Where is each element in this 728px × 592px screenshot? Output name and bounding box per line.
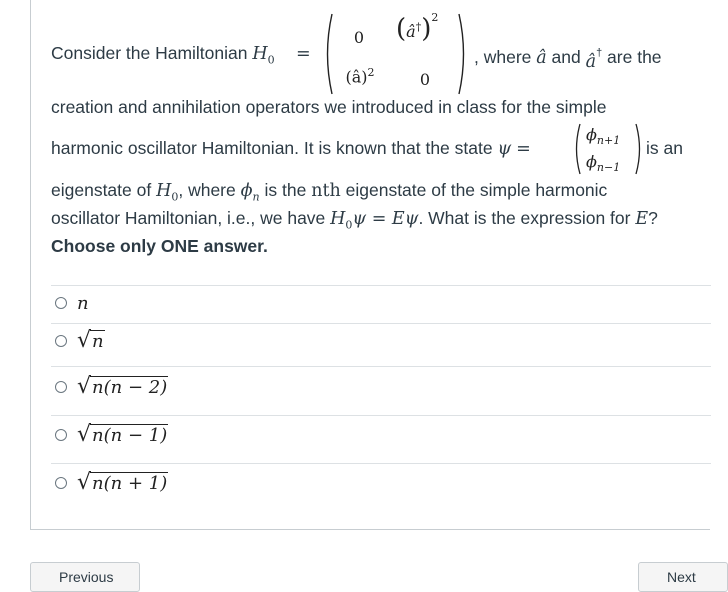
- matrix-m21: (â)$^2$: [345, 66, 375, 87]
- radio-button[interactable]: [55, 381, 67, 393]
- matrix-m11: 0: [353, 28, 365, 47]
- next-button[interactable]: Next: [638, 562, 728, 592]
- answer-option-1[interactable]: [55, 288, 89, 318]
- option-label: √ n(n − 2): [77, 374, 168, 399]
- answer-option-3[interactable]: [55, 372, 168, 402]
- radio-button[interactable]: [55, 297, 67, 309]
- question-line-4: eigenstate of $H_0$, where $\phi_n$ is the nth eigenstate of the simple harmonic: [51, 180, 608, 204]
- radio-button[interactable]: [55, 335, 67, 347]
- option-divider: [51, 463, 711, 464]
- left-paren: [322, 12, 334, 96]
- vector-bottom: $\phi_{n-1}$: [586, 152, 621, 175]
- option-label: n: [77, 292, 89, 314]
- answer-option-2[interactable]: [55, 326, 105, 356]
- question-line-2: creation and annihilation operators we introduced in class for the simple: [51, 97, 607, 117]
- matrix-m22: 0: [419, 70, 431, 89]
- question-line-3-suffix: is an: [646, 138, 683, 158]
- vector-left-paren: [572, 122, 582, 176]
- question-line-3: harmonic oscillator Hamiltonian. It is known that the state ψ =: [51, 138, 531, 159]
- option-label: √ n(n − 1): [77, 422, 168, 447]
- option-divider: [51, 323, 711, 324]
- answer-option-5[interactable]: [55, 468, 168, 498]
- answer-option-4[interactable]: [55, 420, 168, 450]
- question-line-1-suffix: , where â and â† are the: [474, 46, 662, 72]
- question-line-1: Consider the Hamiltonian $H_0$: [51, 43, 275, 67]
- question-line-5: oscillator Hamiltonian, i.e., we have $H_0\psi = E\psi$. What is the expression for E?: [51, 208, 658, 232]
- radio-button[interactable]: [55, 429, 67, 441]
- vector-right-paren: [634, 122, 644, 176]
- option-label: √ n(n + 1): [77, 470, 168, 495]
- option-label: √ n: [77, 328, 104, 353]
- vector-top: $\phi_{n+1}$: [586, 125, 621, 148]
- option-divider: [51, 366, 711, 367]
- option-divider: [51, 285, 711, 286]
- right-paren: [457, 12, 469, 96]
- option-divider: [51, 415, 711, 416]
- instruction-text: Choose only ONE answer.: [51, 236, 268, 256]
- equals-sign: =: [296, 44, 311, 64]
- matrix-m12: (â†)$^2$: [396, 10, 439, 44]
- previous-button[interactable]: Previous: [30, 562, 140, 592]
- radio-button[interactable]: [55, 477, 67, 489]
